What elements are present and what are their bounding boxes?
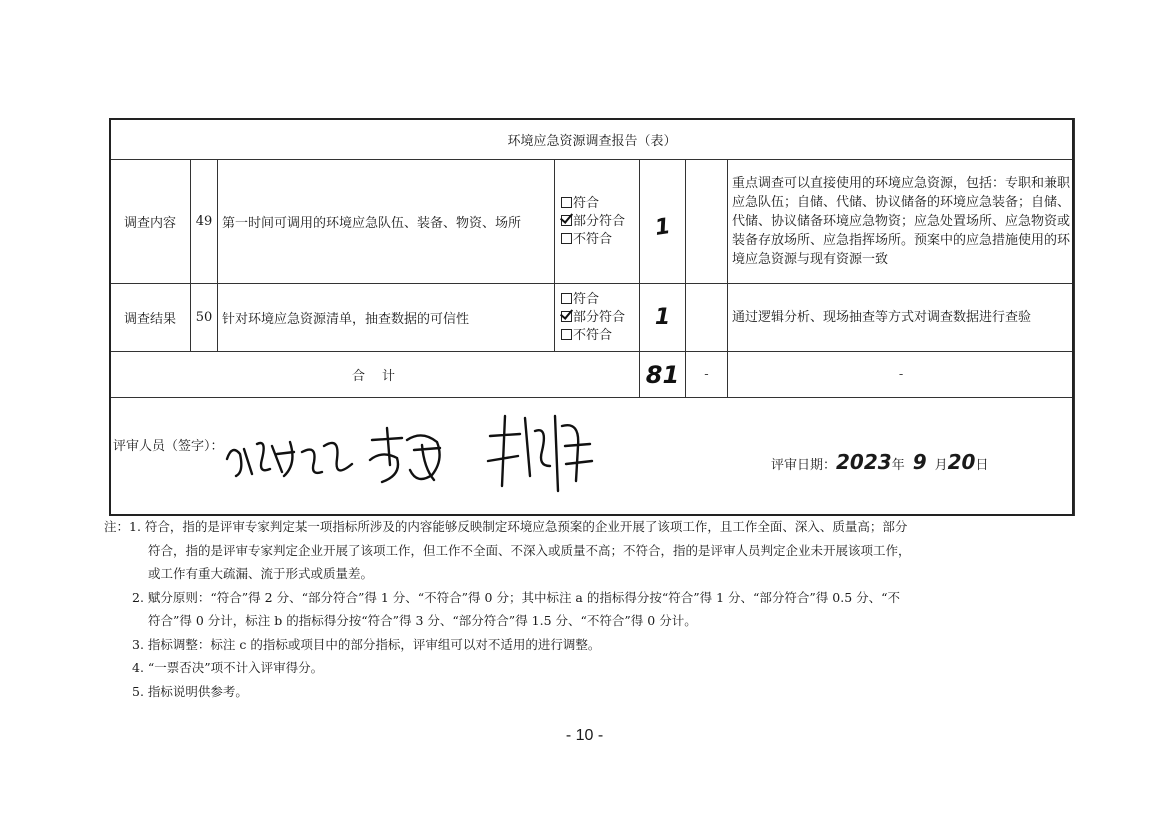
handwritten-month: 9 <box>912 450 927 474</box>
note-line: 符合，指的是评审专家判定企业开展了该项工作，但工作不全面、不深入或质量不高；不符合，指的是评审人员判定企业未开展该项工作， <box>148 542 911 558</box>
option-partial[interactable]: 部分符合 <box>561 213 639 231</box>
option-conform[interactable]: 符合 <box>561 291 639 309</box>
reviewer-label: 评审人员（签字）： <box>113 439 224 454</box>
table-title: 环境应急资源调查报告（表） <box>110 119 1075 160</box>
total-dash: - <box>686 352 728 398</box>
note-line: 符合”得 0 分计，标注 b 的指标得分按“符合”得 3 分、“部分符合”得 1.5 分、“不符合”得 0 分计。 <box>148 613 697 628</box>
item-number: 49 <box>191 160 218 284</box>
total-label: 合 计 <box>110 352 640 398</box>
table-border <box>109 118 1074 516</box>
handwritten-year: 2023 <box>836 450 892 474</box>
category-cell: 调查结果 <box>110 284 191 352</box>
note-line: 注：1. 符合，指的是评审专家判定某一项指标所涉及的内容能够反映制定环境应急预案的企业开展了该项工作，且工作全面、深入、质量高；部分 <box>104 519 908 534</box>
item-note: 通过逻辑分析、现场抽查等方式对调查数据进行查验 <box>728 284 1075 352</box>
handwritten-score: 1 <box>653 214 672 241</box>
category-cell: 调查内容 <box>110 160 191 284</box>
notes-section <box>104 515 1064 703</box>
item-number: 50 <box>191 284 218 352</box>
note-line: 3. 指标调整：标注 c 的指标或项目中的部分指标，评审组可以对不适用的进行调整。 <box>132 636 601 652</box>
handwritten-score: 1 <box>654 305 671 330</box>
total-dash: - <box>728 352 1075 398</box>
date-label: 评审日期： <box>771 458 837 473</box>
option-nonconform[interactable]: 不符合 <box>561 327 639 345</box>
page-number: - 10 - <box>565 727 604 744</box>
note-line: 5. 指标说明供参考。 <box>132 683 248 699</box>
note-line: 4. “一票否决”项不计入评审得分。 <box>132 660 324 675</box>
item-description: 针对环境应急资源清单，抽查数据的可信性 <box>218 284 555 352</box>
option-partial[interactable]: 部分符合 <box>561 309 639 327</box>
note-line: 2. 赋分原则：“符合”得 2 分、“部分符合”得 1 分、“不符合”得 0 分；其中标注 a 的指标得分按“符合”得 1 分、“部分符合”得 0.5 分、“不 <box>132 589 901 605</box>
item-description: 第一时间可调用的环境应急队伍、装备、物资、场所 <box>218 160 555 284</box>
option-nonconform[interactable]: 不符合 <box>561 231 639 249</box>
handwritten-day: 20 <box>947 450 976 474</box>
review-date: 评审日期：2023年 9 月20日 <box>771 450 989 474</box>
handwritten-total-score: 81 <box>645 360 680 389</box>
note-line: 或工作有重大疏漏、流于形式或质量差。 <box>148 566 374 581</box>
item-note: 重点调查可以直接使用的环境应急资源，包括：专职和兼职应急队伍；自储、代储、协议储备的环境应急装备；自储、代储、协议储备环境应急物资；应急处置场所、应急物资或装备存放场所、应急指挥场所。预案中的应急措施使用的环境应急资源与现有资源一致 <box>728 160 1075 284</box>
option-conform[interactable]: 符合 <box>561 195 639 213</box>
